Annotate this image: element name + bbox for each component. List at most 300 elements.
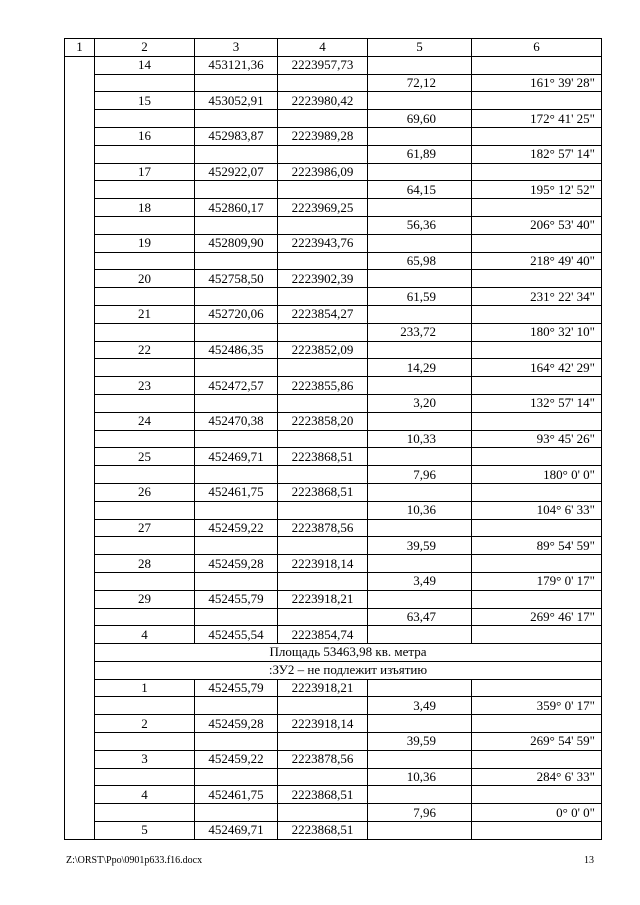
empty-cell: [278, 466, 368, 484]
direction-angle: 180° 0' 0": [472, 466, 602, 484]
direction-angle: 93° 45' 26": [472, 430, 602, 448]
direction-angle: 0° 0' 0": [472, 804, 602, 822]
margin-cell: [65, 768, 95, 786]
empty-cell: [195, 697, 278, 715]
empty-cell: [368, 448, 472, 466]
empty-cell: [195, 110, 278, 128]
segment-row: [65, 572, 602, 590]
coord-x: 452486,35: [195, 341, 278, 359]
empty-cell: [368, 519, 472, 537]
empty-cell: [472, 163, 602, 181]
coord-x: 452461,75: [195, 786, 278, 804]
coord-y: 2223878,56: [278, 750, 368, 768]
margin-cell: [65, 679, 95, 697]
margin-cell: [65, 750, 95, 768]
empty-cell: [368, 679, 472, 697]
margin-cell: [65, 644, 95, 662]
coord-x: 452455,79: [195, 590, 278, 608]
margin-cell: [65, 661, 95, 679]
margin-cell: [65, 127, 95, 145]
direction-angle: 284° 6' 33": [472, 768, 602, 786]
empty-cell: [195, 501, 278, 519]
empty-cell: [95, 252, 195, 270]
margin-cell: [65, 519, 95, 537]
empty-cell: [472, 412, 602, 430]
segment-row: [65, 181, 602, 199]
margin-cell: [65, 786, 95, 804]
point-number: 21: [95, 305, 195, 323]
coord-x: 452469,71: [195, 448, 278, 466]
segment-row: [65, 145, 602, 163]
empty-cell: [472, 626, 602, 644]
empty-cell: [472, 92, 602, 110]
empty-cell: [368, 412, 472, 430]
coord-y: 2223943,76: [278, 234, 368, 252]
point-row: [65, 412, 602, 430]
coord-y: 2223989,28: [278, 127, 368, 145]
point-row: [65, 822, 602, 840]
empty-cell: [95, 733, 195, 751]
empty-cell: [95, 359, 195, 377]
point-row: [65, 377, 602, 395]
margin-cell: [65, 448, 95, 466]
empty-cell: [368, 270, 472, 288]
empty-cell: [368, 590, 472, 608]
header-col-3: 3: [195, 39, 278, 57]
segment-row: [65, 768, 602, 786]
empty-cell: [278, 74, 368, 92]
coord-y: 2223855,86: [278, 377, 368, 395]
header-col-2: 2: [95, 39, 195, 57]
segment-row: [65, 608, 602, 626]
direction-angle: 206° 53' 40": [472, 216, 602, 234]
empty-cell: [195, 323, 278, 341]
point-row: [65, 555, 602, 573]
coord-x: 452472,57: [195, 377, 278, 395]
segment-length: 56,36: [368, 216, 472, 234]
coord-y: 2223868,51: [278, 822, 368, 840]
empty-cell: [95, 74, 195, 92]
empty-cell: [95, 804, 195, 822]
table-body: [65, 39, 602, 840]
margin-cell: [65, 733, 95, 751]
empty-cell: [368, 199, 472, 217]
empty-cell: [368, 750, 472, 768]
margin-cell: [65, 110, 95, 128]
segment-length: 61,59: [368, 288, 472, 306]
coord-x: 452455,79: [195, 679, 278, 697]
empty-cell: [95, 394, 195, 412]
margin-cell: [65, 501, 95, 519]
point-number: 25: [95, 448, 195, 466]
empty-cell: [278, 537, 368, 555]
empty-cell: [472, 234, 602, 252]
empty-cell: [195, 733, 278, 751]
point-row: [65, 234, 602, 252]
empty-cell: [278, 288, 368, 306]
empty-cell: [278, 394, 368, 412]
point-number: 17: [95, 163, 195, 181]
point-number: 4: [95, 786, 195, 804]
direction-angle: 89° 54' 59": [472, 537, 602, 555]
point-number: 5: [95, 822, 195, 840]
margin-cell: [65, 626, 95, 644]
empty-cell: [95, 768, 195, 786]
point-row: [65, 163, 602, 181]
empty-cell: [472, 199, 602, 217]
direction-angle: 180° 32' 10": [472, 323, 602, 341]
empty-cell: [95, 572, 195, 590]
margin-cell: [65, 216, 95, 234]
margin-cell: [65, 412, 95, 430]
margin-cell: [65, 341, 95, 359]
empty-cell: [368, 127, 472, 145]
coord-x: 452469,71: [195, 822, 278, 840]
footer-page-number: 13: [584, 855, 594, 866]
empty-cell: [278, 252, 368, 270]
empty-cell: [95, 430, 195, 448]
empty-cell: [368, 163, 472, 181]
empty-cell: [278, 181, 368, 199]
coord-x: 453052,91: [195, 92, 278, 110]
empty-cell: [472, 377, 602, 395]
empty-cell: [95, 145, 195, 163]
segment-row: [65, 110, 602, 128]
header-col-1: 1: [65, 39, 95, 57]
direction-angle: 172° 41' 25": [472, 110, 602, 128]
point-number: 4: [95, 626, 195, 644]
coord-x: 452720,06: [195, 305, 278, 323]
empty-cell: [472, 786, 602, 804]
section-caption: Площадь 53463,98 кв. метра: [95, 644, 602, 662]
empty-cell: [472, 341, 602, 359]
segment-length: 65,98: [368, 252, 472, 270]
empty-cell: [95, 537, 195, 555]
coord-y: 2223854,74: [278, 626, 368, 644]
point-number: 23: [95, 377, 195, 395]
empty-cell: [368, 786, 472, 804]
segment-length: 3,49: [368, 697, 472, 715]
coord-y: 2223918,14: [278, 555, 368, 573]
coord-x: 452758,50: [195, 270, 278, 288]
coord-y: 2223957,73: [278, 56, 368, 74]
margin-cell: [65, 394, 95, 412]
empty-cell: [195, 768, 278, 786]
empty-cell: [472, 270, 602, 288]
direction-angle: 269° 46' 17": [472, 608, 602, 626]
empty-cell: [95, 608, 195, 626]
segment-length: 7,96: [368, 804, 472, 822]
margin-cell: [65, 92, 95, 110]
header-col-4: 4: [278, 39, 368, 57]
coord-x: 452809,90: [195, 234, 278, 252]
empty-cell: [195, 572, 278, 590]
coord-x: 453121,36: [195, 56, 278, 74]
direction-angle: 218° 49' 40": [472, 252, 602, 270]
point-row: [65, 679, 602, 697]
empty-cell: [368, 822, 472, 840]
empty-cell: [195, 537, 278, 555]
segment-row: [65, 288, 602, 306]
margin-cell: [65, 715, 95, 733]
point-row: [65, 519, 602, 537]
empty-cell: [278, 430, 368, 448]
empty-cell: [278, 768, 368, 786]
direction-angle: 359° 0' 17": [472, 697, 602, 715]
empty-cell: [472, 305, 602, 323]
margin-cell: [65, 537, 95, 555]
coord-x: 452459,28: [195, 555, 278, 573]
empty-cell: [195, 804, 278, 822]
margin-cell: [65, 430, 95, 448]
point-number: 27: [95, 519, 195, 537]
margin-cell: [65, 145, 95, 163]
empty-cell: [195, 74, 278, 92]
empty-cell: [368, 483, 472, 501]
empty-cell: [278, 608, 368, 626]
point-number: 14: [95, 56, 195, 74]
point-row: [65, 626, 602, 644]
empty-cell: [195, 608, 278, 626]
footer-file-path: Z:\ORST\Ppo\0901p633.f16.docx: [66, 855, 203, 866]
empty-cell: [195, 394, 278, 412]
margin-cell: [65, 288, 95, 306]
segment-length: 64,15: [368, 181, 472, 199]
section-row: [65, 644, 602, 662]
empty-cell: [195, 181, 278, 199]
segment-length: 39,59: [368, 537, 472, 555]
point-row: [65, 199, 602, 217]
empty-cell: [368, 305, 472, 323]
segment-length: 10,36: [368, 768, 472, 786]
coord-y: 2223868,51: [278, 483, 368, 501]
segment-row: [65, 74, 602, 92]
section-row: [65, 661, 602, 679]
segment-length: 10,36: [368, 501, 472, 519]
point-row: [65, 483, 602, 501]
segment-row: [65, 430, 602, 448]
empty-cell: [278, 145, 368, 163]
point-row: [65, 448, 602, 466]
coord-y: 2223902,39: [278, 270, 368, 288]
segment-length: 39,59: [368, 733, 472, 751]
coord-y: 2223969,25: [278, 199, 368, 217]
margin-cell: [65, 590, 95, 608]
segment-length: 233,72: [368, 323, 472, 341]
empty-cell: [195, 145, 278, 163]
header-col-5: 5: [368, 39, 472, 57]
margin-cell: [65, 697, 95, 715]
coord-x: 452470,38: [195, 412, 278, 430]
margin-cell: [65, 234, 95, 252]
empty-cell: [472, 715, 602, 733]
point-row: [65, 92, 602, 110]
coord-y: 2223986,09: [278, 163, 368, 181]
segment-length: 69,60: [368, 110, 472, 128]
segment-length: 3,20: [368, 394, 472, 412]
coord-x: 452459,22: [195, 750, 278, 768]
empty-cell: [368, 234, 472, 252]
margin-cell: [65, 466, 95, 484]
empty-cell: [368, 555, 472, 573]
point-number: 15: [95, 92, 195, 110]
coord-x: 452922,07: [195, 163, 278, 181]
empty-cell: [368, 377, 472, 395]
segment-row: [65, 323, 602, 341]
point-number: 29: [95, 590, 195, 608]
empty-cell: [278, 216, 368, 234]
coord-y: 2223868,51: [278, 786, 368, 804]
segment-length: 10,33: [368, 430, 472, 448]
margin-cell: [65, 199, 95, 217]
coord-y: 2223858,20: [278, 412, 368, 430]
direction-angle: 161° 39' 28": [472, 74, 602, 92]
segment-row: [65, 359, 602, 377]
empty-cell: [472, 448, 602, 466]
empty-cell: [368, 626, 472, 644]
segment-row: [65, 804, 602, 822]
point-row: [65, 305, 602, 323]
empty-cell: [195, 466, 278, 484]
margin-cell: [65, 74, 95, 92]
direction-angle: 179° 0' 17": [472, 572, 602, 590]
empty-cell: [278, 572, 368, 590]
margin-cell: [65, 252, 95, 270]
empty-cell: [195, 252, 278, 270]
empty-cell: [368, 715, 472, 733]
point-number: 3: [95, 750, 195, 768]
coord-y: 2223918,14: [278, 715, 368, 733]
margin-cell: [65, 572, 95, 590]
coord-x: 452860,17: [195, 199, 278, 217]
point-number: 18: [95, 199, 195, 217]
margin-cell: [65, 56, 95, 74]
margin-cell: [65, 270, 95, 288]
coord-y: 2223980,42: [278, 92, 368, 110]
empty-cell: [195, 359, 278, 377]
point-row: [65, 56, 602, 74]
coord-x: 452459,22: [195, 519, 278, 537]
segment-row: [65, 394, 602, 412]
margin-cell: [65, 804, 95, 822]
segment-length: 3,49: [368, 572, 472, 590]
coord-y: 2223852,09: [278, 341, 368, 359]
empty-cell: [278, 501, 368, 519]
empty-cell: [95, 466, 195, 484]
empty-cell: [472, 590, 602, 608]
empty-cell: [472, 679, 602, 697]
empty-cell: [278, 697, 368, 715]
margin-cell: [65, 377, 95, 395]
margin-cell: [65, 555, 95, 573]
direction-angle: 104° 6' 33": [472, 501, 602, 519]
empty-cell: [472, 555, 602, 573]
empty-cell: [472, 750, 602, 768]
point-number: 22: [95, 341, 195, 359]
empty-cell: [195, 430, 278, 448]
empty-cell: [195, 216, 278, 234]
segment-length: 7,96: [368, 466, 472, 484]
coord-x: 452461,75: [195, 483, 278, 501]
empty-cell: [278, 323, 368, 341]
point-row: [65, 750, 602, 768]
segment-row: [65, 466, 602, 484]
point-row: [65, 715, 602, 733]
empty-cell: [278, 804, 368, 822]
header-row: [65, 39, 602, 57]
segment-length: 14,29: [368, 359, 472, 377]
empty-cell: [95, 110, 195, 128]
direction-angle: 164° 42' 29": [472, 359, 602, 377]
margin-cell: [65, 181, 95, 199]
point-number: 2: [95, 715, 195, 733]
direction-angle: 195° 12' 52": [472, 181, 602, 199]
coord-x: 452983,87: [195, 127, 278, 145]
coord-y: 2223878,56: [278, 519, 368, 537]
empty-cell: [95, 216, 195, 234]
empty-cell: [472, 822, 602, 840]
empty-cell: [95, 323, 195, 341]
empty-cell: [278, 110, 368, 128]
segment-length: 63,47: [368, 608, 472, 626]
coord-y: 2223854,27: [278, 305, 368, 323]
margin-cell: [65, 359, 95, 377]
empty-cell: [95, 697, 195, 715]
segment-row: [65, 501, 602, 519]
coord-y: 2223918,21: [278, 590, 368, 608]
point-number: 24: [95, 412, 195, 430]
segment-row: [65, 216, 602, 234]
point-number: 19: [95, 234, 195, 252]
direction-angle: 132° 57' 14": [472, 394, 602, 412]
empty-cell: [195, 288, 278, 306]
margin-cell: [65, 305, 95, 323]
coord-y: 2223918,21: [278, 679, 368, 697]
direction-angle: 269° 54' 59": [472, 733, 602, 751]
margin-cell: [65, 608, 95, 626]
segment-row: [65, 697, 602, 715]
empty-cell: [472, 483, 602, 501]
point-number: 16: [95, 127, 195, 145]
empty-cell: [368, 92, 472, 110]
empty-cell: [368, 341, 472, 359]
empty-cell: [278, 733, 368, 751]
empty-cell: [368, 56, 472, 74]
direction-angle: 182° 57' 14": [472, 145, 602, 163]
empty-cell: [278, 359, 368, 377]
point-number: 28: [95, 555, 195, 573]
coordinates-table: [64, 38, 602, 840]
point-row: [65, 786, 602, 804]
point-number: 26: [95, 483, 195, 501]
empty-cell: [95, 181, 195, 199]
segment-length: 61,89: [368, 145, 472, 163]
empty-cell: [472, 127, 602, 145]
empty-cell: [95, 288, 195, 306]
segment-row: [65, 252, 602, 270]
point-number: 1: [95, 679, 195, 697]
margin-cell: [65, 323, 95, 341]
coord-y: 2223868,51: [278, 448, 368, 466]
margin-cell: [65, 822, 95, 840]
point-row: [65, 590, 602, 608]
section-caption: :ЗУ2 – не подлежит изъятию: [95, 661, 602, 679]
header-col-6: 6: [472, 39, 602, 57]
direction-angle: 231° 22' 34": [472, 288, 602, 306]
margin-cell: [65, 483, 95, 501]
segment-length: 72,12: [368, 74, 472, 92]
empty-cell: [472, 519, 602, 537]
